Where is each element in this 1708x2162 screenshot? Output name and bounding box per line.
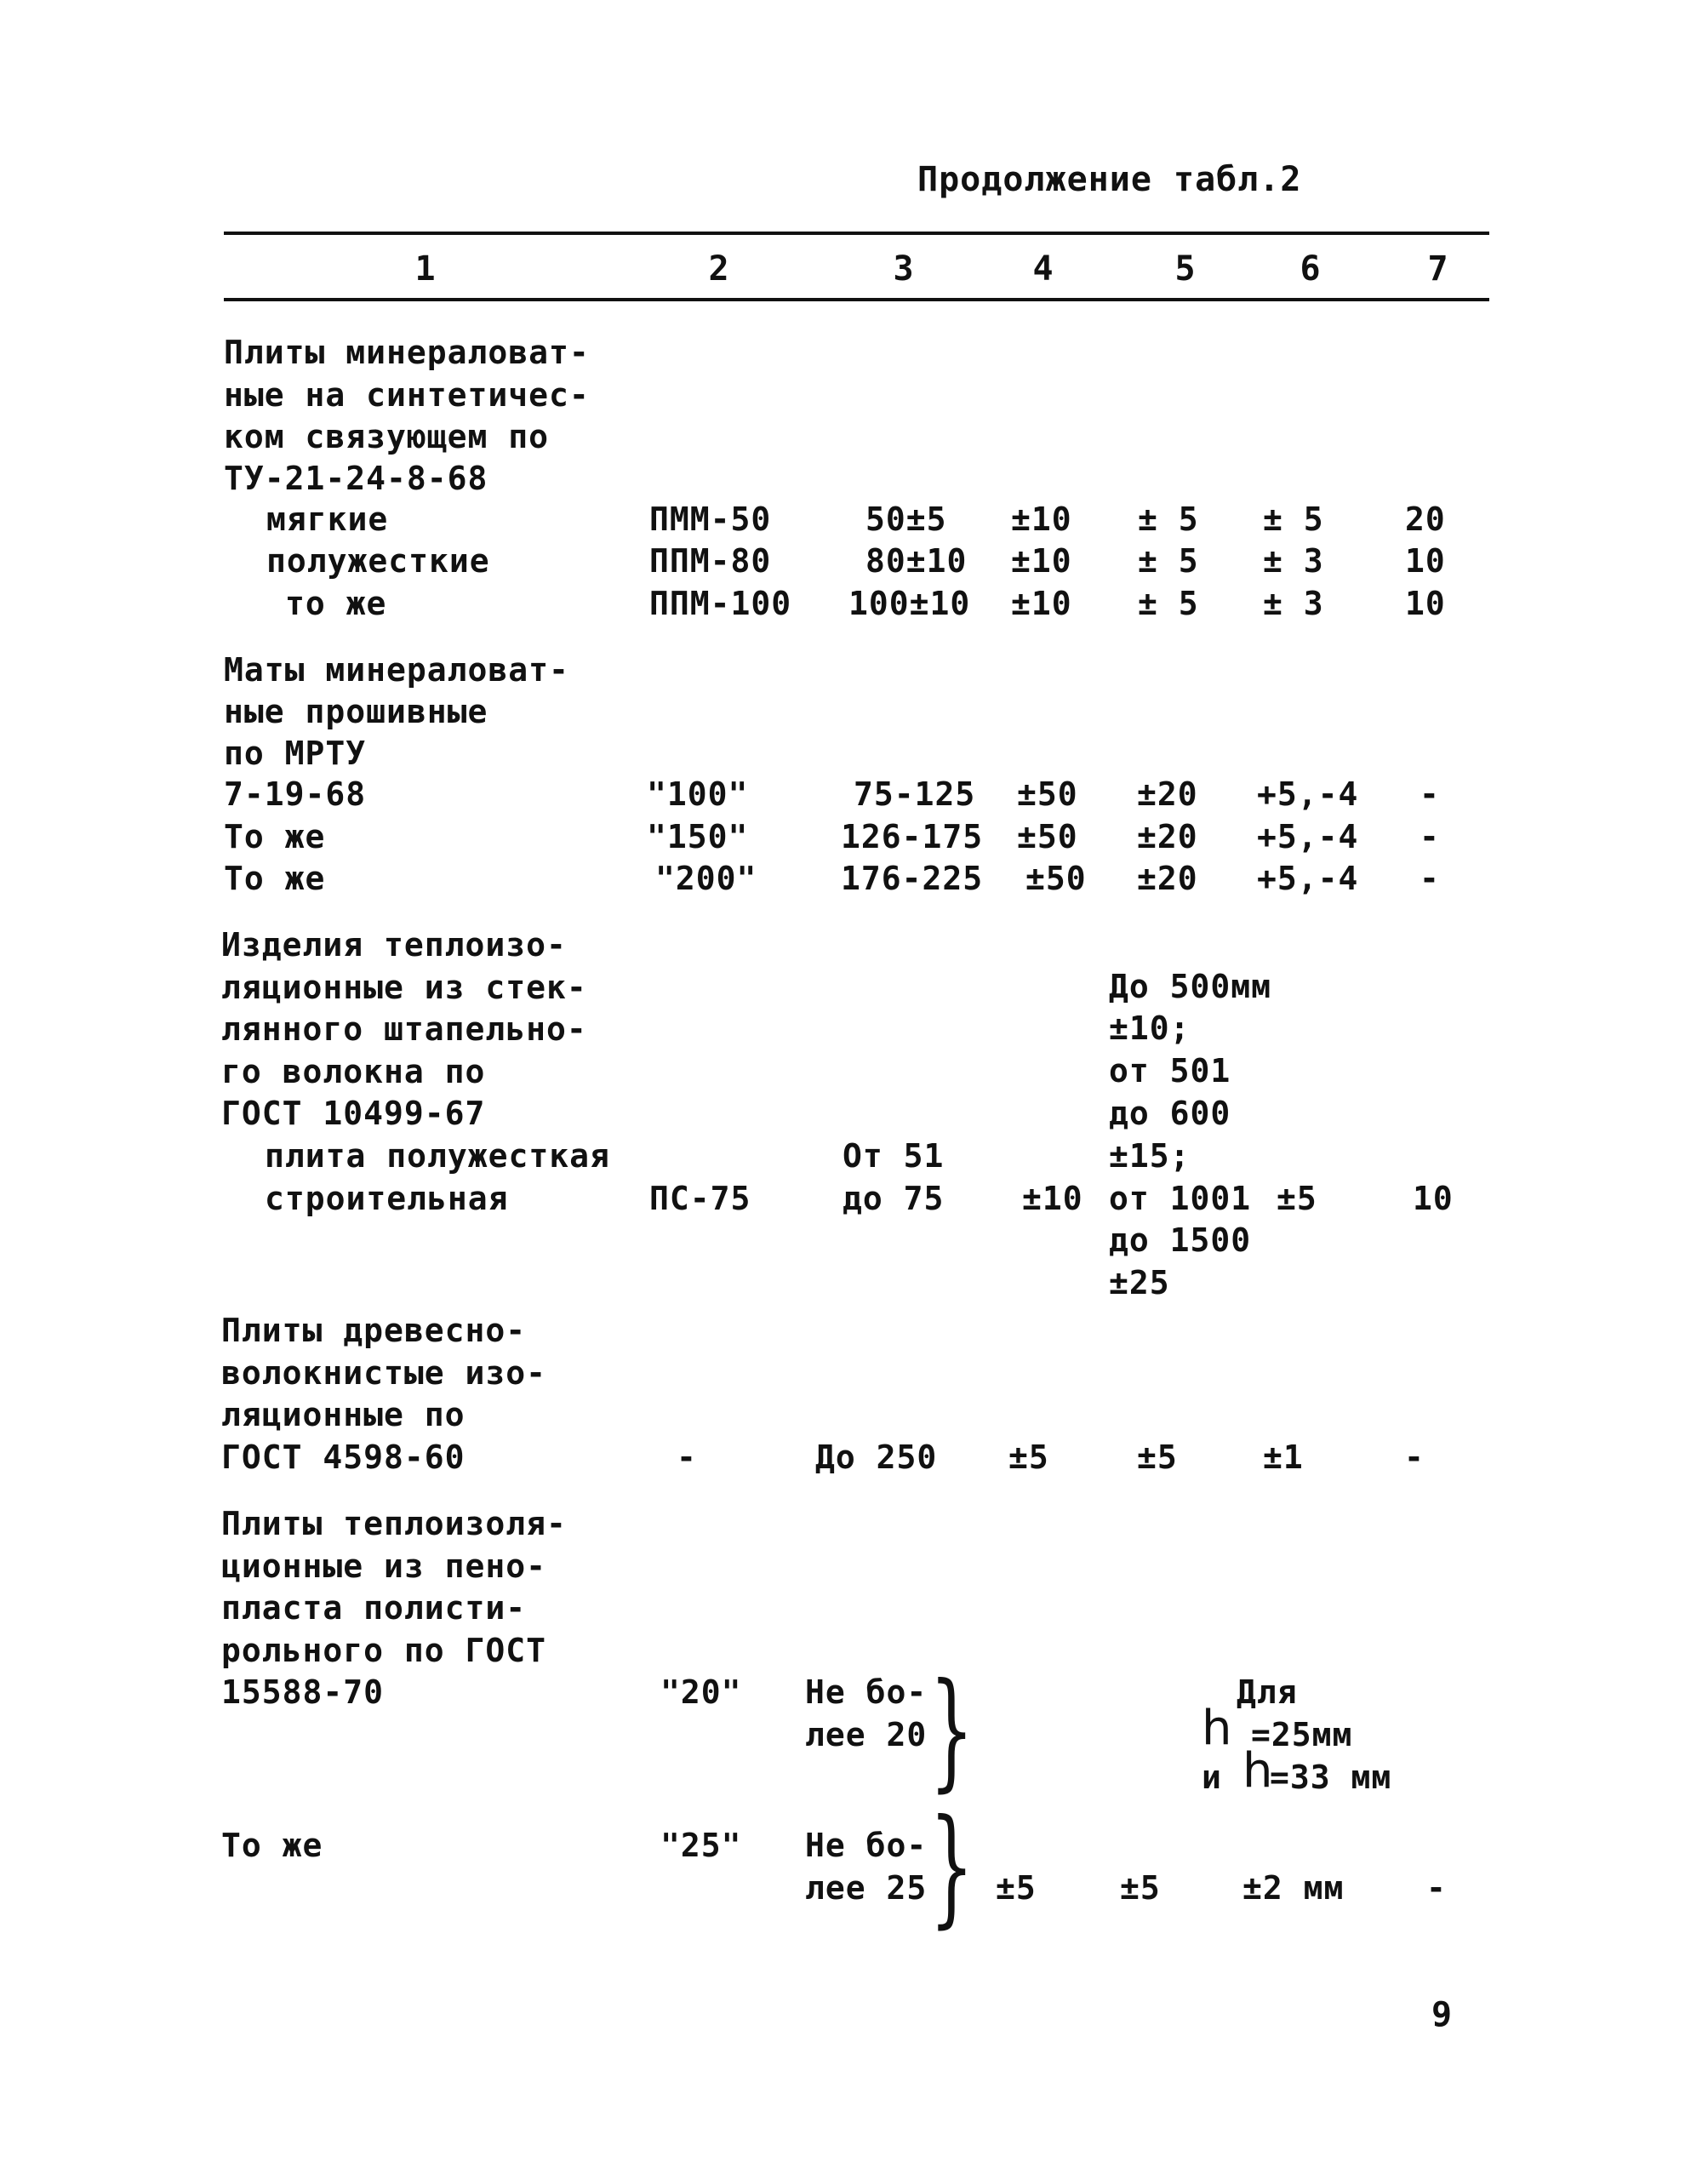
row-c5: ± 5 [1138,585,1199,622]
row-c6: ± 3 [1263,585,1324,622]
section-title-line: волокнистые изо- [221,1354,547,1392]
row-c7: - [1420,818,1440,855]
section-title-line: го волокна по [221,1053,486,1090]
row-c5: ±20 [1137,818,1198,855]
row-c3: лее 25 [805,1869,928,1907]
section-title-line: рольного по ГОСТ [221,1632,547,1669]
section-title-line: ГОСТ 4598-60 [221,1438,466,1476]
row-c5: ±5 [1137,1438,1178,1476]
row-c3: От 51 [843,1137,945,1175]
row-mark: ППМ-80 [649,542,772,580]
row-c4: ±50 [1025,860,1087,897]
dim-tolerance-line: ±15; [1109,1137,1191,1175]
section-title-line: Изделия теплоизо- [221,926,567,964]
header-col-2: 2 [708,249,730,289]
row-c5: ± 5 [1138,542,1199,580]
row-name: То же [221,1827,323,1864]
right-brace: } [929,1793,974,1941]
row-c3: Не бо- [805,1827,928,1864]
dim-tolerance-line: от 1001 [1109,1180,1252,1217]
row-c5: ±20 [1137,860,1198,897]
row-mark: ППМ-100 [649,585,792,622]
row-c3: до 75 [843,1180,945,1217]
row-c6: +5,-4 [1257,818,1359,855]
row-c4: ±10 [1022,1180,1083,1217]
header-col-6: 6 [1300,249,1322,289]
row-c6: +5,-4 [1257,775,1359,813]
thickness-note: и [1202,1759,1222,1796]
section-title-line: 15588-70 [221,1673,385,1711]
row-c5: ±20 [1137,775,1198,813]
row-mark: "150" [647,818,749,855]
row-c3: лее 20 [805,1716,928,1753]
row-mark: "200" [655,860,757,897]
row-name: полужесткие [266,542,490,580]
section-title-line: Маты минераловат- [224,651,569,689]
thickness-symbol: h [1202,1701,1233,1756]
section-title-line: ком связующем по [224,418,550,455]
section-title-line: Плиты теплоизоля- [221,1505,567,1542]
header-col-7: 7 [1427,249,1449,289]
row-c4: ±5 [996,1869,1037,1907]
row-c3: Не бо- [805,1673,928,1711]
row-mark: "25" [660,1827,742,1864]
section-title-line: ляционные по [221,1396,466,1433]
thickness-note: Для [1237,1673,1298,1711]
section-title-line: Плиты минераловат- [224,334,590,371]
section-title-line: ляционные из стек- [221,969,587,1006]
header-rule [224,298,1489,301]
section-title-line: лянного штапельно- [221,1010,587,1048]
thickness-note: =33 мм [1270,1759,1392,1796]
row-name: То же [224,860,326,897]
dim-tolerance-line: от 501 [1109,1052,1231,1090]
table-caption: Продолжение табл.2 [917,160,1302,199]
row-c3: 126-175 [841,818,984,855]
row-c3: 75-125 [854,775,976,813]
row-c7: 10 [1405,542,1446,580]
row-c7: - [1426,1869,1447,1907]
header-col-5: 5 [1174,249,1197,289]
top-rule [224,232,1489,235]
row-c6: +5,-4 [1257,860,1359,897]
row-name: то же [285,585,387,622]
row-c7: 10 [1405,585,1446,622]
header-col-4: 4 [1032,249,1054,289]
row-c3: 80±10 [865,542,968,580]
row-c6: ±1 [1263,1438,1304,1476]
row-c3: 176-225 [841,860,984,897]
row-name: То же [224,818,326,855]
row-name: плита полужесткая [265,1137,610,1175]
dim-tolerance-line: До 500мм [1109,968,1272,1005]
row-c5: ± 5 [1138,500,1199,538]
row-name: мягкие [266,500,389,538]
dim-tolerance-line: до 1500 [1109,1221,1252,1259]
row-c7: - [1420,775,1440,813]
row-mark: "20" [660,1673,742,1711]
row-c7: 10 [1413,1180,1454,1217]
section-title-line: по МРТУ [224,735,367,772]
row-c4: ±10 [1011,542,1072,580]
row-mark: ПС-75 [649,1180,751,1217]
row-c4: ±50 [1017,818,1078,855]
right-brace: } [929,1656,974,1805]
header-col-3: 3 [893,249,915,289]
header-col-1: 1 [414,249,437,289]
row-c3: 100±10 [848,585,971,622]
row-c7: 20 [1405,500,1446,538]
dim-tolerance-line: ±10; [1109,1010,1191,1047]
section-title-line: ные на синтетичес- [224,376,590,414]
row-c6: ±5 [1277,1180,1317,1217]
section-title-line: пласта полисти- [221,1589,527,1627]
section-title-line: ные прошивные [224,693,488,730]
row-c3: 50±5 [865,500,947,538]
row-c4: ±50 [1017,775,1078,813]
row-c6: ± 3 [1263,542,1324,580]
section-title-line: ГОСТ 10499-67 [221,1095,486,1132]
dim-tolerance-line: до 600 [1109,1095,1231,1132]
row-c3: До 250 [815,1438,938,1476]
row-c5: ±5 [1120,1869,1161,1907]
section-title-line: ционные из пено- [221,1547,547,1585]
thickness-note: =25мм [1251,1716,1353,1753]
row-c4: ±5 [1008,1438,1049,1476]
row-mark: ПММ-50 [649,500,772,538]
thickness-symbol: h [1242,1743,1274,1799]
row-c6: ± 5 [1263,500,1324,538]
row-c7: - [1404,1438,1425,1476]
dim-tolerance-line: ±25 [1109,1264,1170,1301]
row-c6: ±2 мм [1242,1869,1345,1907]
section-title-line: Плиты древесно- [221,1312,527,1349]
row-mark: - [677,1438,697,1476]
row-name: 7-19-68 [224,775,367,813]
row-c4: ±10 [1011,500,1072,538]
row-mark: "100" [647,775,749,813]
row-c7: - [1420,860,1440,897]
section-title-line: ТУ-21-24-8-68 [224,460,488,497]
page-number: 9 [1431,1995,1454,2034]
row-name: строительная [265,1180,509,1217]
row-c4: ±10 [1011,585,1072,622]
